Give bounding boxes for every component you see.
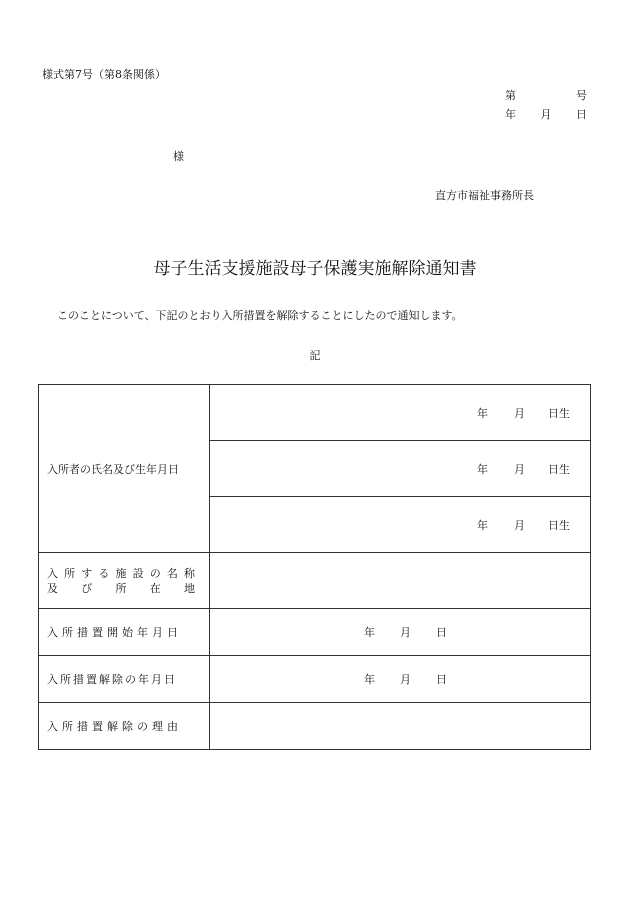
start-date-row [39, 609, 591, 656]
start-date-entry [210, 609, 591, 656]
issue-month: 月 [540, 108, 552, 121]
form-code: 様式第7号（第8条関係） [42, 68, 166, 81]
birth-day: 日生 [548, 406, 570, 420]
issue-day: 日 [576, 108, 587, 121]
notice-table [38, 384, 591, 750]
issue-date [505, 106, 587, 122]
reason-row [39, 703, 591, 750]
facility-label-line1: 入 所 す る 施 設 の 名 称 [47, 566, 195, 580]
intro-text: このことについて、下記のとおり入所措置を解除することにしたので通知します。 [57, 309, 463, 322]
issuer: 直方市福祉事務所長 [435, 189, 534, 202]
document-title: 母子生活支援施設母子保護実施解除通知書 [153, 259, 477, 279]
resident-entry-1 [210, 385, 591, 441]
resident-label: 入所者の氏名及び生年月日 [39, 385, 210, 553]
facility-label-line2: 及 び 所 在 地 [47, 581, 195, 595]
reason-label: 入所措置解除の理由 [39, 703, 210, 750]
birth-year: 年 [477, 518, 488, 532]
end-date-entry [210, 656, 591, 703]
start-date-label: 入所措置開始年月日 [39, 609, 210, 656]
ki-mark: 記 [309, 349, 321, 362]
issue-year: 年 [505, 108, 516, 121]
start-month: 月 [400, 626, 411, 639]
birth-month: 月 [514, 518, 525, 532]
facility-row [39, 553, 591, 609]
birth-year: 年 [477, 406, 488, 420]
end-date-label: 入所措置解除の年月日 [39, 656, 210, 703]
number-prefix: 第 [505, 89, 516, 102]
document-number [505, 87, 587, 103]
birth-year: 年 [477, 462, 488, 476]
addressee: 様 [173, 150, 184, 163]
facility-entry [210, 553, 591, 609]
resident-row-1 [39, 385, 591, 441]
end-month: 月 [400, 673, 411, 686]
start-day: 日 [436, 626, 447, 639]
reason-entry [210, 703, 591, 750]
end-year: 年 [364, 673, 375, 686]
birth-day: 日生 [548, 462, 570, 476]
facility-label [39, 553, 210, 609]
birth-month: 月 [514, 406, 525, 420]
end-date-row [39, 656, 591, 703]
resident-entry-2 [210, 441, 591, 497]
birth-month: 月 [514, 462, 525, 476]
end-day: 日 [436, 673, 447, 686]
start-year: 年 [364, 626, 375, 639]
number-suffix: 号 [576, 89, 587, 102]
resident-entry-3 [210, 497, 591, 553]
birth-day: 日生 [548, 518, 570, 532]
